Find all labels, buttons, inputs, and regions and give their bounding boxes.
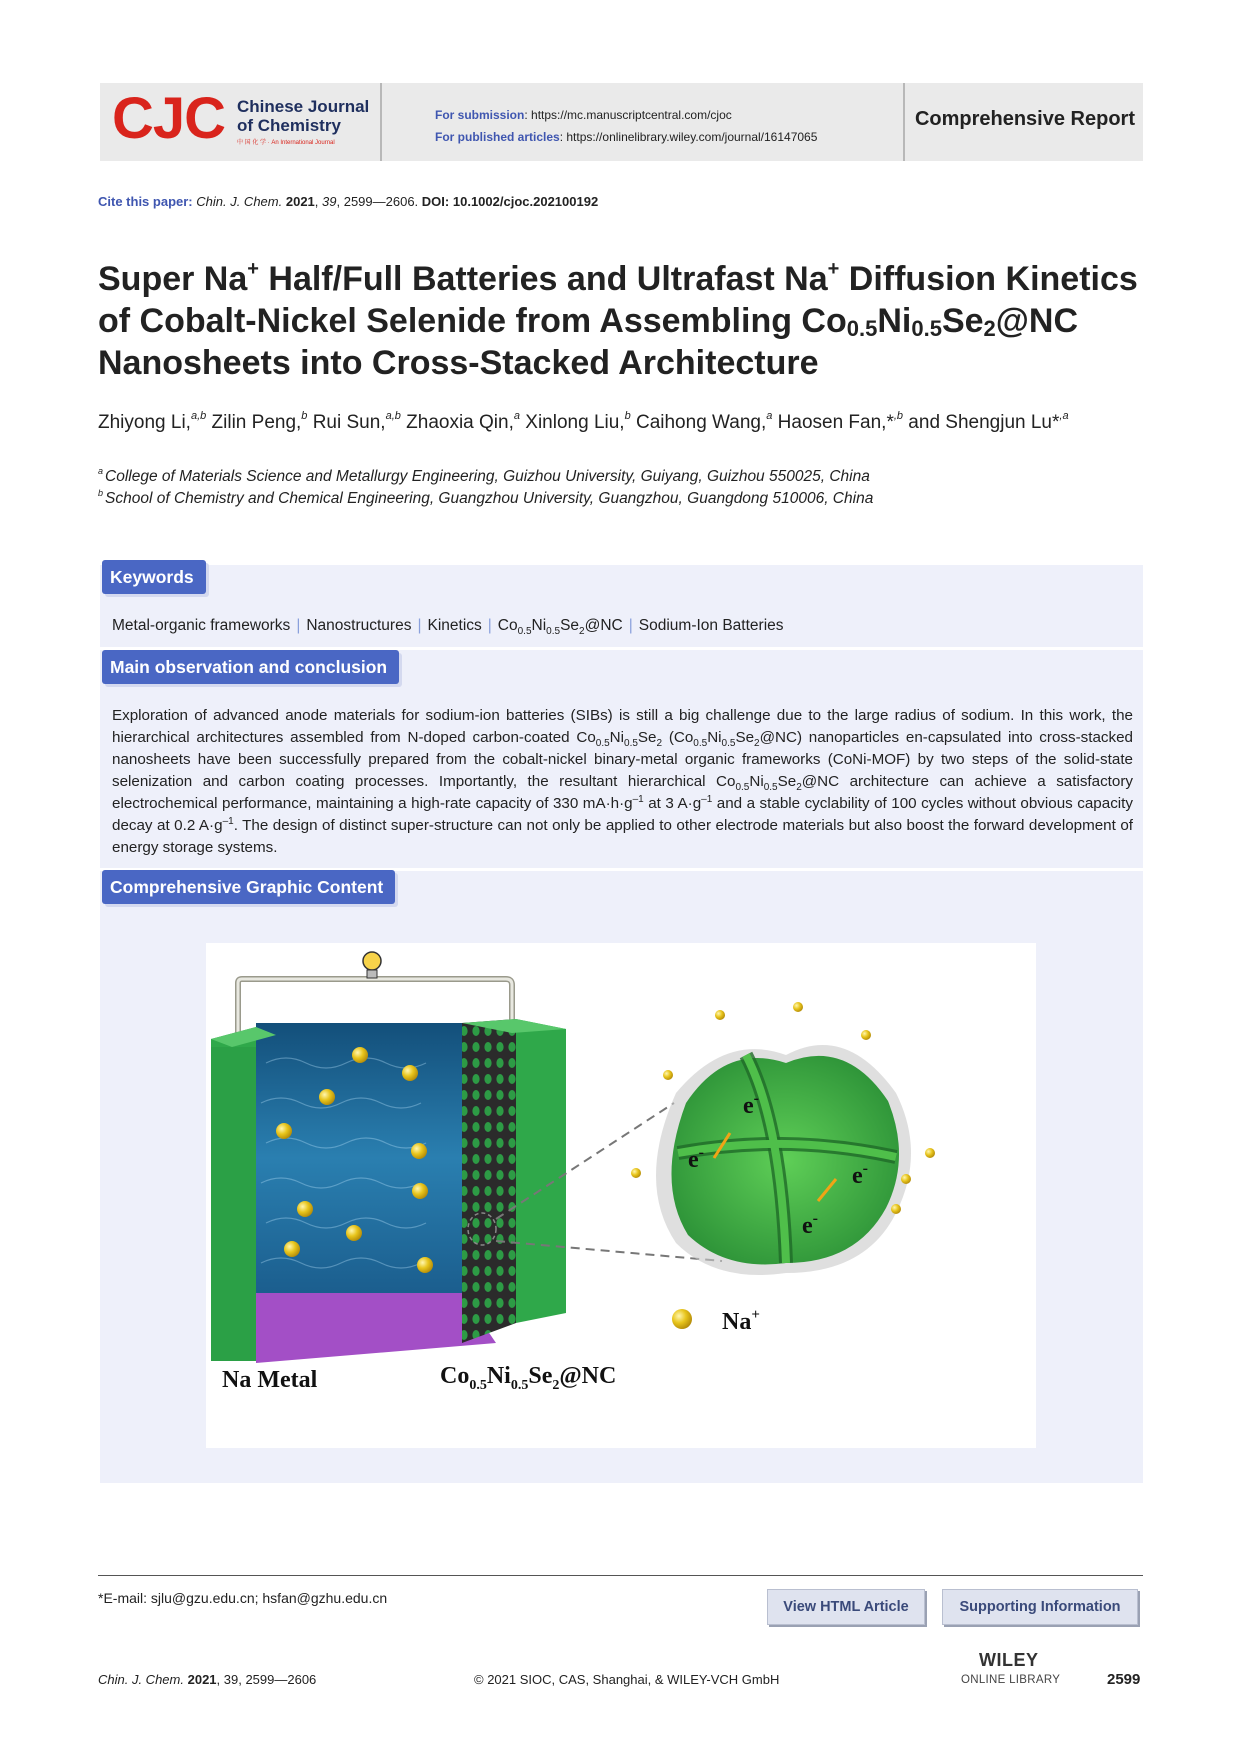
cjc-logo	[112, 86, 370, 155]
affiliation-b: $^b$ School of Chemistry and Chemical Engineering, Guangzhou University, Guangzhou, Guangdong 510006, China	[98, 488, 874, 507]
paper-title: Super Na+ Half/Full Batteries and Ultrafast Na+ Diffusion Kinetics of Cobalt-Nickel Selenide from Assembling $Co_{0.5}Ni_{0.5}Se_2@NC$ Nanosheets into Cross-Stacked Architecture	[98, 258, 1138, 382]
keyword-list: Metal-organic frameworks | Nanostructures | Kinetics | $Co_{0.5}Ni_{0.5}Se_2@NC$ | Sodium-Ion Batteries	[112, 617, 784, 638]
citation-pages: 2599—2606.	[343, 194, 419, 209]
citation-doi-label: DOI:	[421, 194, 450, 209]
summary-panel	[100, 565, 1143, 1483]
citation-line: Cite this paper: Chin. J. Chem. 2021, 39, 2599—2606. DOI: 10.1002/cjoc.202100192	[98, 194, 599, 209]
citation-journal: Chin. J. Chem.	[196, 194, 283, 209]
keyword[interactable]: Sodium-Ion Batteries	[638, 617, 784, 634]
banner-divider	[903, 83, 905, 161]
author-name: Zhaoxia Qin,	[400, 412, 514, 433]
cell-floor	[256, 1293, 496, 1363]
light-bulb-icon	[363, 952, 381, 978]
journal-links: For submission: https://mc.manuscriptcentral.com/cjoc For published articles: https://onlinelibrary.wiley.com/journal/16147065	[435, 108, 818, 144]
keyword[interactable]: $Co_{0.5}Ni_{0.5}Se_2@NC$	[497, 617, 623, 638]
graphic-abstract-figure	[206, 943, 1036, 1448]
citation-label: Cite this paper:	[98, 194, 193, 209]
journal-header-banner	[100, 83, 1143, 161]
keywords-heading: Keywords	[102, 560, 206, 594]
footer-citation: Chin. J. Chem. 2021, 39, 2599—2606	[98, 1672, 317, 1687]
affiliations	[98, 466, 873, 510]
supporting-information-button[interactable]: Supporting Information	[942, 1589, 1138, 1625]
author-list: Zhiyong Li,$^{a,b}$ Zilin Peng,$^b$ Rui Sun,$^{a,b}$ Zhaoxia Qin,$^a$ Xinlong Liu,$^b$ Caihong Wang,$^a$ Haosen Fan,*$^{,b}$ and Shengjun Lu*$^{,a}$	[98, 410, 1069, 433]
keyword[interactable]: Kinetics	[427, 617, 482, 634]
author-name: Xinlong Liu,	[520, 412, 625, 433]
submission-link[interactable]: https://mc.manuscriptcentral.com/cjoc	[531, 108, 732, 122]
banner-divider	[380, 83, 382, 161]
article-type: Comprehensive Report	[914, 108, 1135, 130]
published-articles-link[interactable]: https://onlinelibrary.wiley.com/journal/16147065	[566, 130, 818, 144]
author-name: Caihong Wang,	[630, 412, 767, 433]
footer-rule	[98, 1575, 1143, 1576]
cose-label: $Co_{0.5}Ni_{0.5}Se_2@NC$	[440, 1363, 617, 1393]
cjc-logo-mark: CJC	[112, 86, 226, 151]
published-label: For published articles	[435, 130, 560, 144]
graphic-content-heading: Comprehensive Graphic Content	[102, 870, 395, 904]
journal-name: Chinese Journal of Chemistry	[237, 97, 370, 135]
affiliation-a: $^a$ College of Materials Science and Metallurgy Engineering, Guizhou University, Guiyang, Guizhou 550025, China	[98, 466, 870, 485]
corresponding-email[interactable]: *E-mail: sjlu@gzu.edu.cn; hsfan@gzhu.edu.cn	[98, 1590, 388, 1606]
citation-doi[interactable]: 10.1002/cjoc.202100192	[452, 194, 599, 209]
battery-schematic	[206, 943, 1036, 1448]
observation-heading: Main observation and conclusion	[102, 650, 399, 684]
author-name: and Shengjun Lu*	[903, 412, 1060, 433]
svg-text:e-: e-	[852, 1160, 868, 1189]
keyword[interactable]: Nanostructures	[306, 617, 412, 634]
svg-text:e-: e-	[743, 1090, 759, 1119]
na-legend-label: Na+	[722, 1307, 760, 1335]
cose-electrode	[462, 1019, 516, 1343]
na-metal-label: Na Metal	[222, 1367, 318, 1393]
citation-year: 2021	[285, 194, 315, 209]
journal-tagline: 中 国 化 学 · An International Journal	[237, 140, 335, 146]
author-name: Haosen Fan,*	[772, 412, 894, 433]
na-legend-marker	[672, 1309, 692, 1329]
abstract-text: Exploration of advanced anode materials for sodium-ion batteries (SIBs) is still a big challenge due to the large radius of sodium. In this work, the hierarchical architectures assembled from N-doped carbon-coated $Co_{0.5}Ni_{0.5}Se_2$ $(Co_{0.5}Ni_{0.5}Se_2@NC)$ nanoparticles en-capsulated into cross-stacked nanosheets have been successfully prepared from the cobalt-nickel binary-metal organic frameworks (CoNi-MOF) by two steps of the solid-state selenization and carbon coating processes. Importantly, the resultant hierarchical $Co_{0.5}Ni_{0.5}Se_2@NC$ architecture can achieve a satisfactory electrochemical performance, maintaining a high-rate capacity of 330 $mA\cdot h\cdot g^{-1}$ at 3 $A\cdot g^{-1}$ and a stable cyclability of 100 cycles without obvious capacity decay at 0.2 $A\cdot g^{-1}$. The design of distinct super-structure can not only be applied to other electrode materials but also boost the forward development of energy storage systems.	[112, 707, 1134, 856]
author-name: Zilin Peng,	[206, 412, 302, 433]
page-number: 2599	[1107, 1671, 1141, 1688]
submission-label: For submission	[435, 108, 525, 122]
wiley-online-library-logo[interactable]: WILEY ONLINE LIBRARY	[961, 1650, 1061, 1686]
svg-text:e-: e-	[688, 1144, 704, 1173]
keyword[interactable]: Metal-organic frameworks	[112, 617, 291, 634]
copyright-notice: © 2021 SIOC, CAS, Shanghai, & WILEY-VCH GmbH	[474, 1672, 780, 1687]
author-name: Zhiyong Li,	[98, 412, 191, 433]
author-name: Rui Sun,	[307, 412, 386, 433]
view-html-article-button[interactable]: View HTML Article	[767, 1589, 925, 1625]
citation-volume: 39	[322, 194, 337, 209]
svg-text:e-: e-	[802, 1210, 818, 1239]
